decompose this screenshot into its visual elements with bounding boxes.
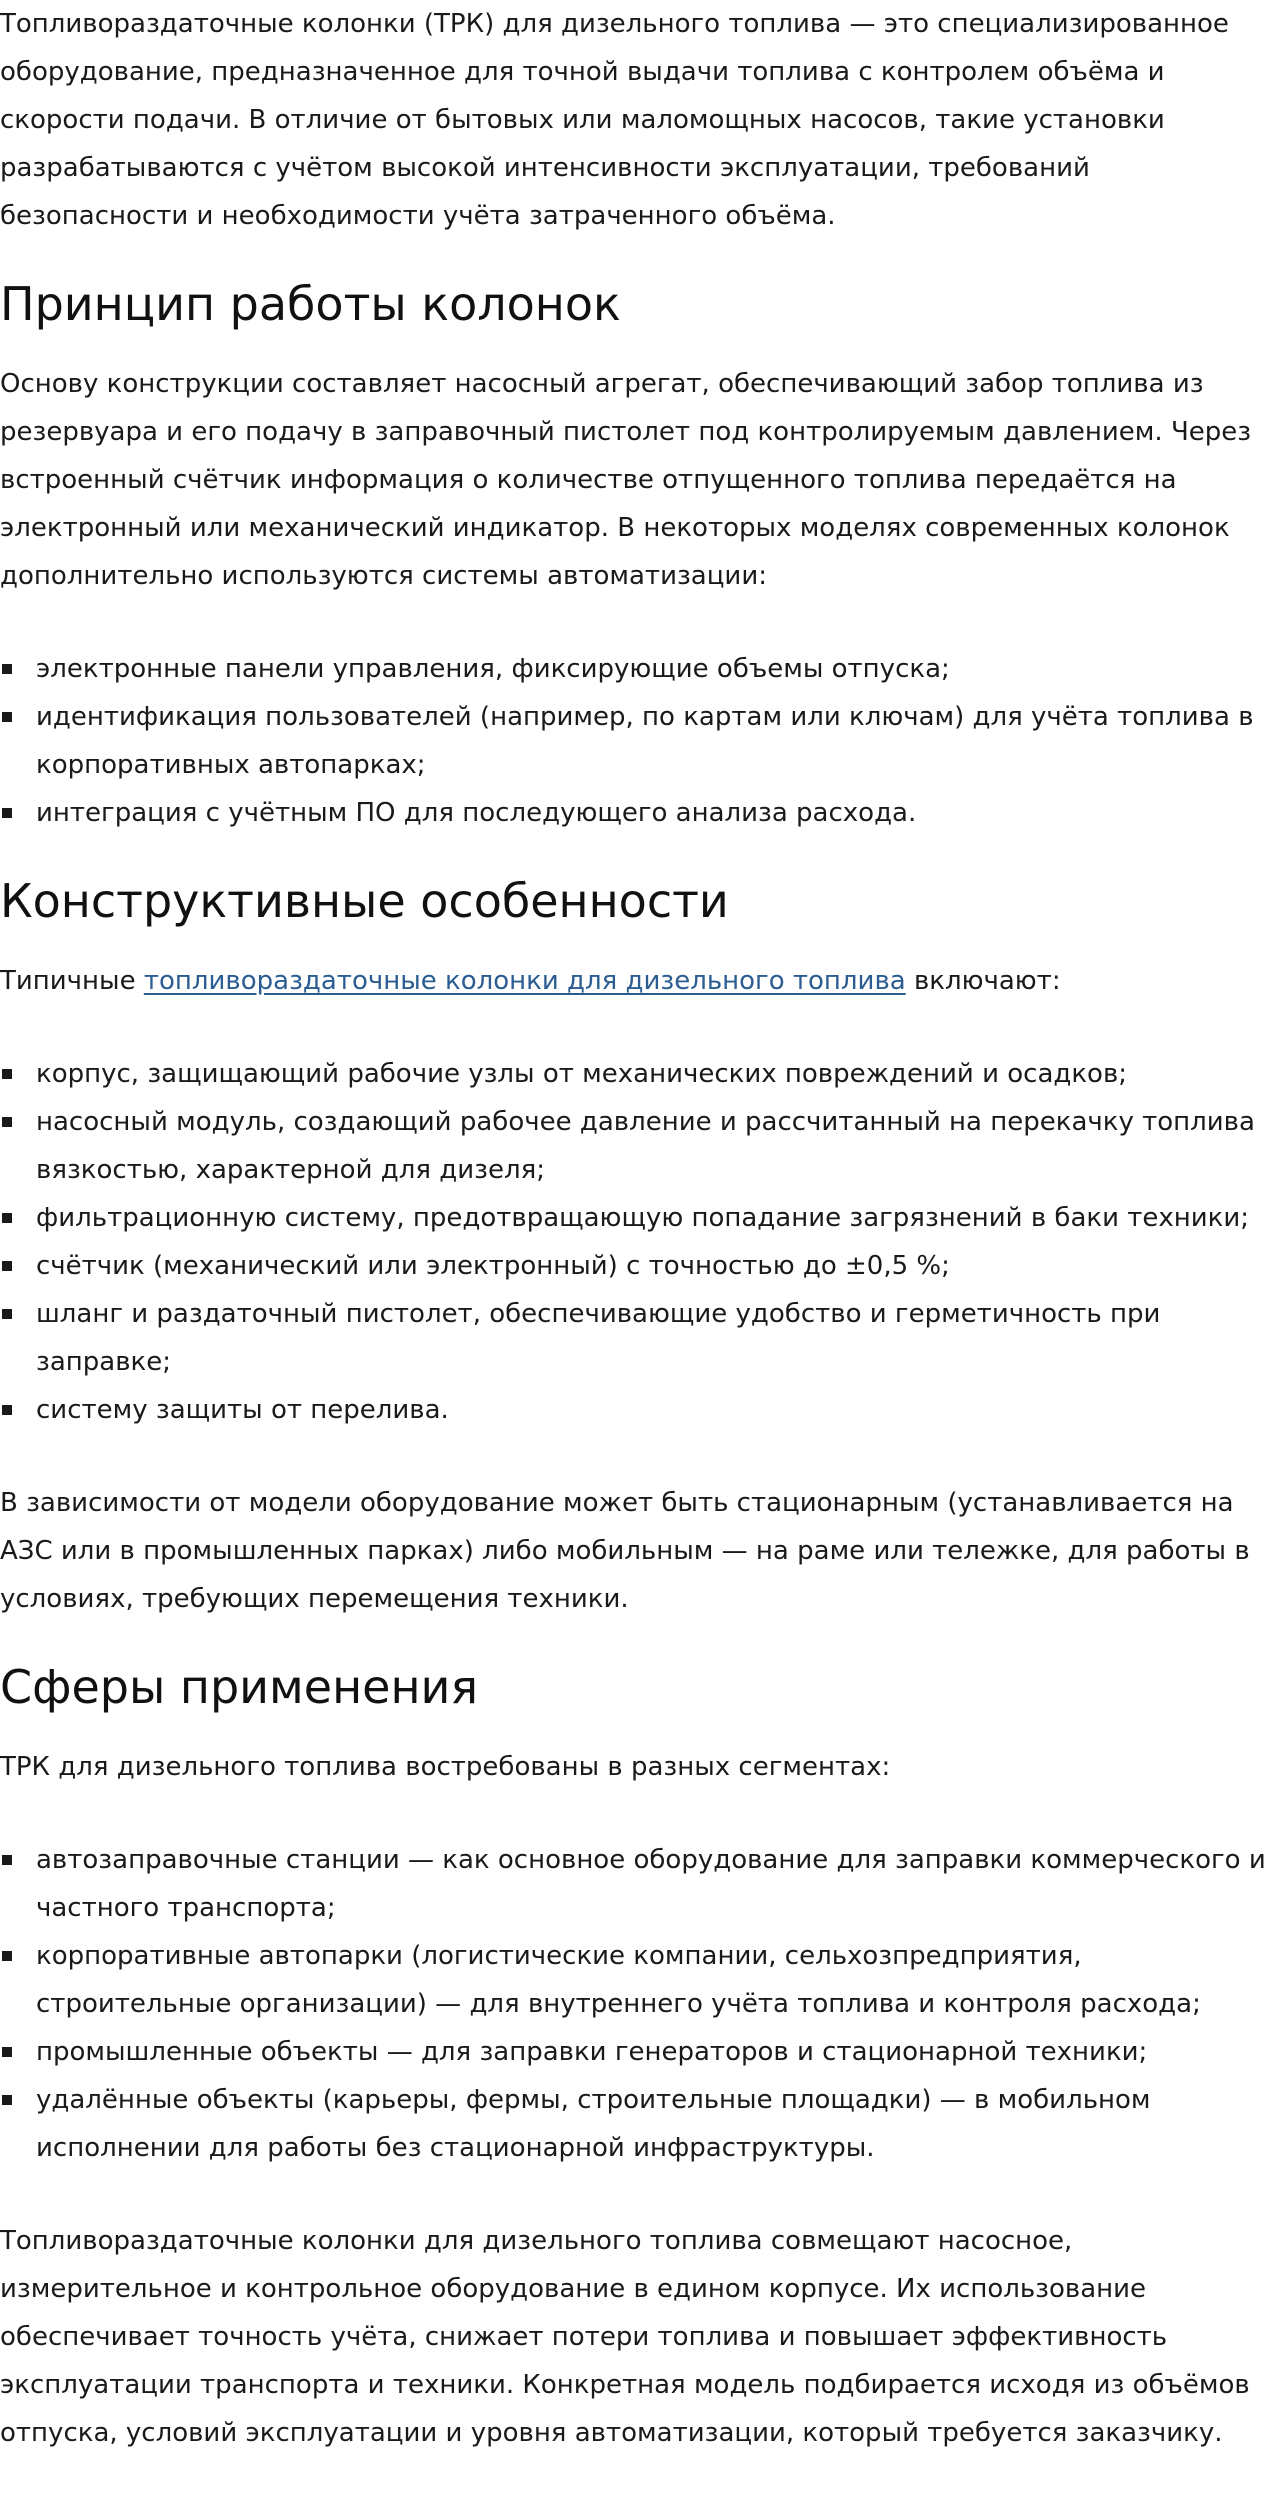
design-paragraph: В зависимости от модели оборудование может быть стационарным (устанавливается на АЗС или в промышленных парках) либо мобильным — на раме или тележке, для работы в условиях, требующих перемещения техники. (0, 1488, 1250, 1614)
bullet-icon (2, 1855, 12, 1865)
bullet-icon (2, 1069, 12, 1079)
applications-lead: ТРК для дизельного топлива востребованы в разных сегментах: (0, 1752, 891, 1782)
section-heading-applications: Сферы применения (0, 1660, 479, 1714)
section-heading-principle: Принцип работы колонок (0, 277, 621, 331)
bullet-icon (2, 2095, 12, 2105)
list-item: электронные панели управления, фиксирующие объемы отпуска; (0, 645, 1270, 693)
design-lead: Типичные топливораздаточные колонки для дизельного топлива включают: (0, 966, 1061, 996)
list-item: автозаправочные станции — как основное оборудование для заправки коммерческого и частного транспорта; (0, 1836, 1270, 1932)
list-item: насосный модуль, создающий рабочее давление и рассчитанный на перекачку топлива вязкостью, характерной для дизеля; (0, 1098, 1270, 1194)
applications-list (0, 1836, 1270, 2172)
list-item: корпус, защищающий рабочие узлы от механических повреждений и осадков; (0, 1050, 1270, 1098)
bullet-icon (2, 808, 12, 818)
list-item: идентификация пользователей (например, по картам или ключам) для учёта топлива в корпоративных автопарках; (0, 693, 1270, 789)
list-item: промышленные объекты — для заправки генераторов и стационарной техники; (0, 2028, 1270, 2076)
bullet-icon (2, 1261, 12, 1271)
bullet-icon (2, 1309, 12, 1319)
bullet-icon (2, 2047, 12, 2057)
list-item: систему защиты от перелива. (0, 1386, 1270, 1434)
list-item: интеграция с учётным ПО для последующего анализа расхода. (0, 789, 1270, 837)
bullet-icon (2, 664, 12, 674)
automation-list (0, 645, 1270, 837)
list-item: счётчик (механический или электронный) с точностью до ±0,5 %; (0, 1242, 1270, 1290)
intro-paragraph: Топливораздаточные колонки (ТРК) для дизельного топлива — это специализированное оборудование, предназначенное для точной выдачи топлива с контролем объёма и скорости подачи. В отличие от бытовых или маломощных насосов, такие установки разрабатываются с учётом высокой интенсивности эксплуатации, требований безопасности и необходимости учёта затраченного объёма. (0, 9, 1229, 231)
section-heading-design: Конструктивные особенности (0, 874, 729, 928)
list-item: корпоративные автопарки (логистические компании, сельхозпредприятия, строительные организации) — для внутреннего учёта топлива и контроля расхода; (0, 1932, 1270, 2028)
conclusion-paragraph: Топливораздаточные колонки для дизельного топлива совмещают насосное, измерительное и контрольное оборудование в едином корпусе. Их использование обеспечивает точность учёта, снижает потери топлива и повышает эффективность эксплуатации транспорта и техники. Конкретная модель подбирается исходя из объёмов отпуска, условий эксплуатации и уровня автоматизации, который требуется заказчику. (0, 2226, 1250, 2448)
bullet-icon (2, 712, 12, 722)
design-list (0, 1050, 1270, 1434)
principle-paragraph: Основу конструкции составляет насосный агрегат, обеспечивающий забор топлива из резервуара и его подачу в заправочный пистолет под контролируемым давлением. Через встроенный счётчик информация о количестве отпущенного топлива передаётся на электронный или механический индикатор. В некоторых моделях современных колонок дополнительно используются системы автоматизации: (0, 369, 1252, 591)
bullet-icon (2, 1117, 12, 1127)
list-item: шланг и раздаточный пистолет, обеспечивающие удобство и герметичность при заправке; (0, 1290, 1270, 1386)
bullet-icon (2, 1213, 12, 1223)
bullet-icon (2, 1951, 12, 1961)
dispensers-link[interactable]: топливораздаточные колонки для дизельного топлива (143, 966, 906, 996)
list-item: удалённые объекты (карьеры, фермы, строительные площадки) — в мобильном исполнении для работы без стационарной инфраструктуры. (0, 2076, 1270, 2172)
list-item: фильтрационную систему, предотвращающую попадание загрязнений в баки техники; (0, 1194, 1270, 1242)
bullet-icon (2, 1405, 12, 1415)
